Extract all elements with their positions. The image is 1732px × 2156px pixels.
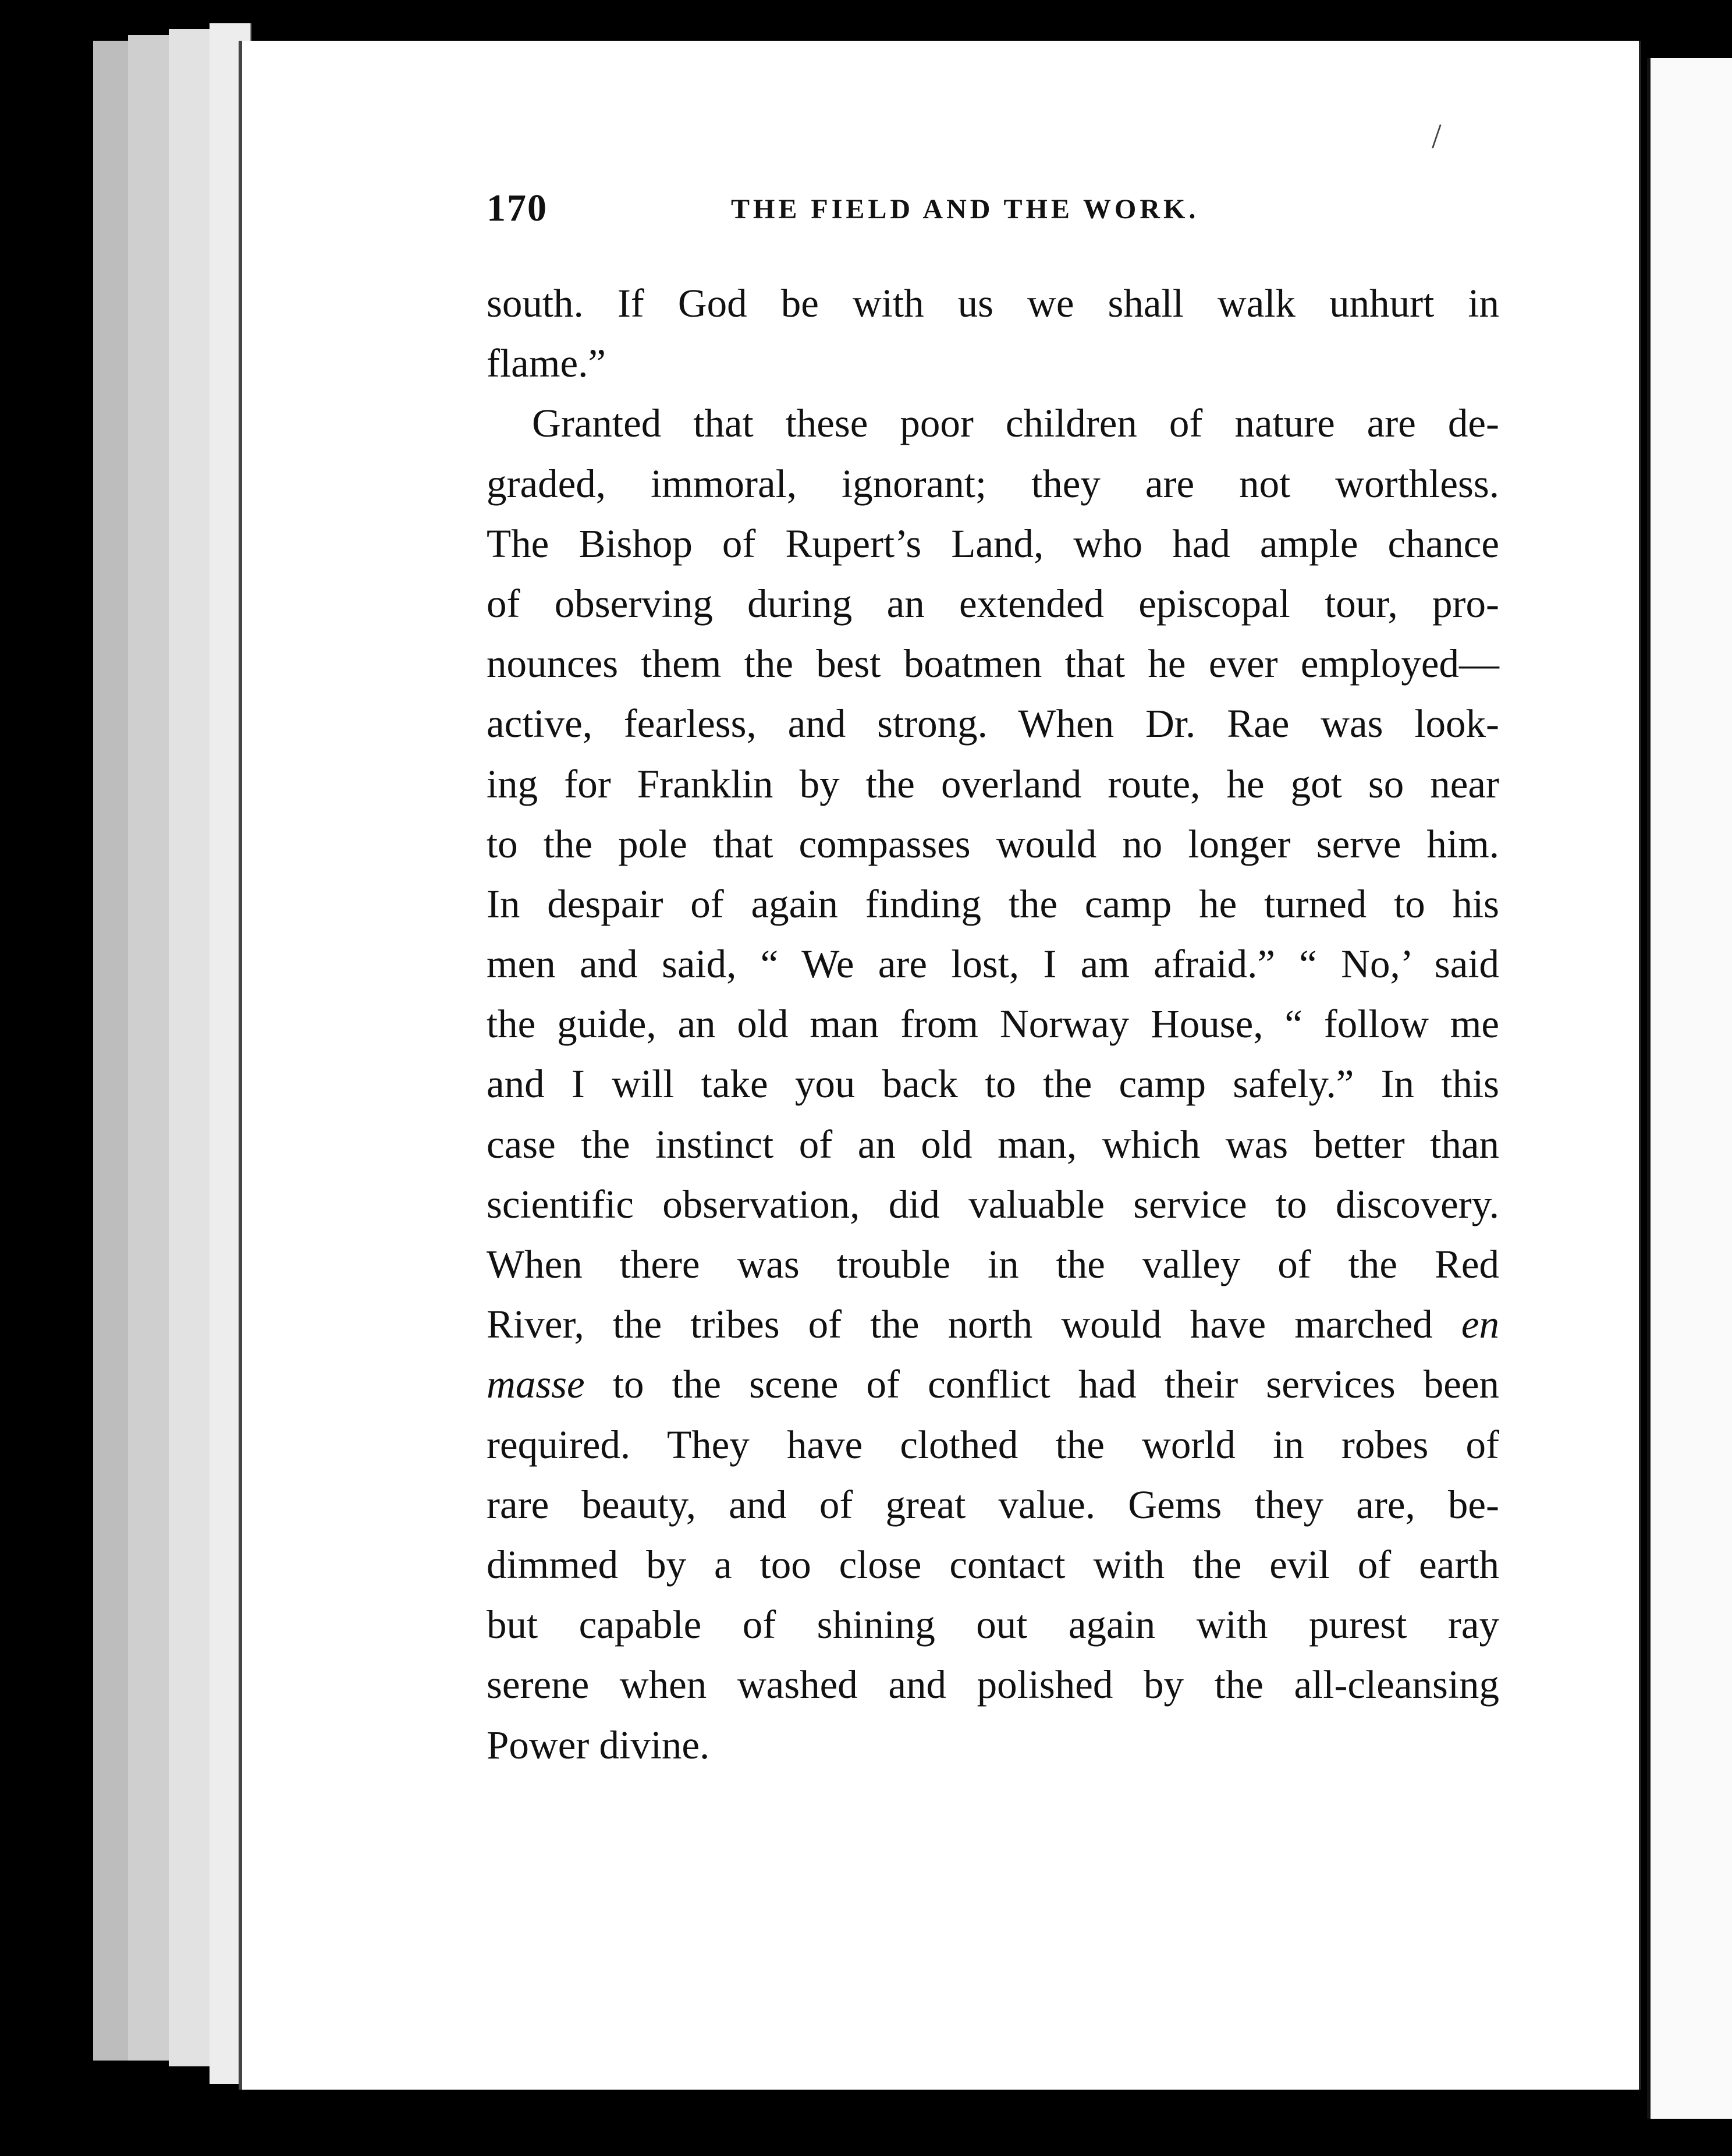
text-line: nounces them the best boatmen that he ever employed— [487,641,1499,686]
page-edge [169,29,211,2066]
text-line: serene when washed and polished by the all-cleansing [487,1662,1499,1707]
text-line: case the instinct of an old man, which was better than [487,1122,1499,1166]
text-line: scientific observation, did valuable service to discovery. [487,1182,1499,1226]
text-line: flame.” [487,341,606,386]
page-edge [128,35,170,2061]
text-line: When there was trouble in the valley of the Red [487,1242,1499,1286]
text-line: graded, immoral, ignorant; they are not worthless. [487,461,1499,506]
text-line: to the pole that compasses would no longer serve him. [487,821,1499,866]
page-edge [93,41,129,2061]
italic-phrase: masse [487,1362,585,1407]
text-line: the guide, an old man from Norway House, “ follow me [487,1002,1499,1047]
page-number: 170 [487,187,548,229]
text-line: Granted that these poor children of nature are de- [532,401,1499,446]
text-line [487,1295,1499,1354]
text-line: of observing during an extended episcopal tour, pro- [487,581,1499,626]
page-header [487,186,1499,239]
body-text [487,274,1499,1775]
text-line: dimmed by a too close contact with the evil of earth [487,1542,1499,1587]
italic-phrase: en [1461,1302,1500,1347]
text-line: active, fearless, and strong. When Dr. Rae was look- [487,701,1499,746]
stray-mark: / [1432,117,1442,155]
text-line: rare beauty, and of great value. Gems they are, be- [487,1482,1499,1527]
text-segment: to the scene of conflict had their services been [612,1362,1499,1407]
text-line: Power divine. [487,1722,710,1767]
running-head: THE FIELD AND THE WORK. [731,194,1199,225]
text-line: required. They have clothed the world in robes of [487,1422,1499,1467]
text-line [487,1354,1499,1414]
text-line: The Bishop of Rupert’s Land, who had ample chance [487,521,1499,566]
facing-page-edge [1647,58,1732,2119]
text-line: men and said, “ We are lost, I am afraid.” “ No,’ said [487,942,1499,987]
text-line: and I will take you back to the camp safely.” In this [487,1062,1499,1107]
text-line: but capable of shining out again with purest ray [487,1602,1499,1647]
text-line: ing for Franklin by the overland route, he got so near [487,761,1499,806]
text-line: south. If God be with us we shall walk unhurt in [487,281,1499,325]
text-segment: River, the tribes of the north would have marched [487,1302,1433,1347]
text-line: In despair of again finding the camp he turned to his [487,881,1499,926]
